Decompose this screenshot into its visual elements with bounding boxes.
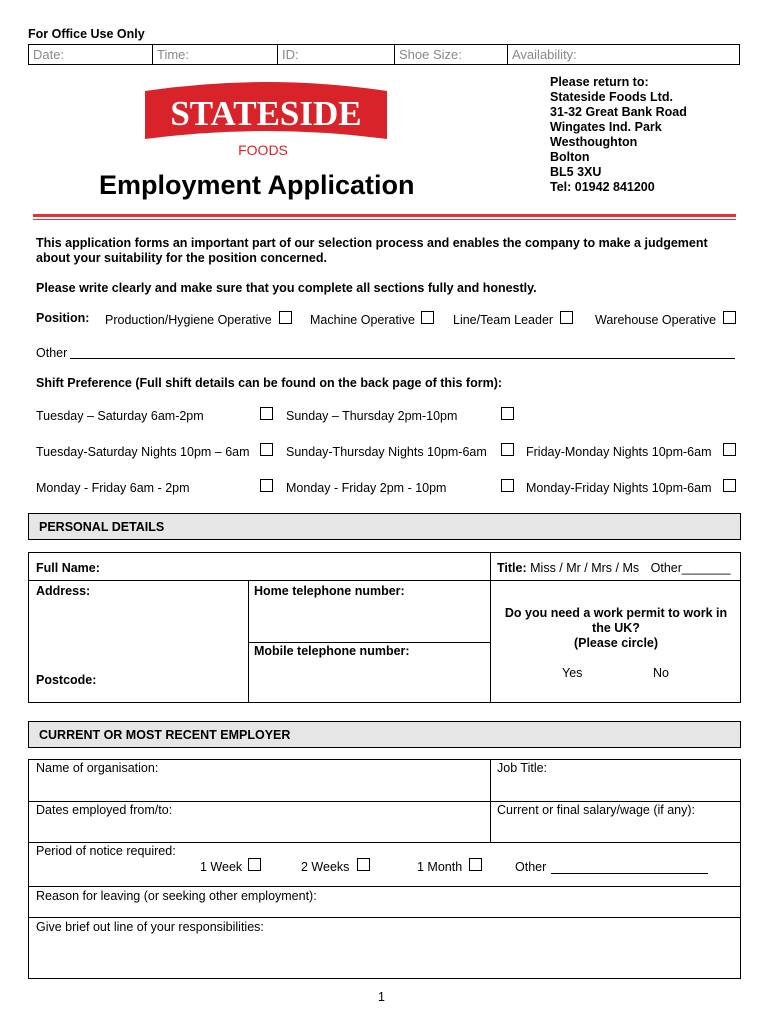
position-warehouse-checkbox[interactable] [723, 311, 736, 324]
office-shoe-size-field[interactable]: Shoe Size: [395, 45, 508, 64]
responsibilities-label: Give brief out line of your responsibilities: [36, 920, 264, 934]
work-permit-line: (Please circle) [573, 636, 659, 650]
notice-other-input[interactable] [551, 873, 708, 874]
logo-text: STATESIDE [170, 94, 362, 133]
postcode-label: Postcode: [36, 673, 97, 687]
table-divider [28, 917, 741, 918]
shift-checkbox[interactable] [260, 479, 273, 492]
mobile-telephone-label: Mobile telephone number: [254, 644, 410, 658]
table-divider [28, 801, 741, 802]
position-production-checkbox[interactable] [279, 311, 292, 324]
position-other-input[interactable] [70, 358, 735, 359]
address-line: BL5 3XU [550, 165, 602, 179]
address-line: Westhoughton [550, 135, 638, 149]
reason-for-leaving-label: Reason for leaving (or seeking other employment): [36, 889, 317, 903]
page-number: 1 [378, 990, 385, 1004]
shift-option-label: Monday - Friday 2pm - 10pm [286, 481, 447, 495]
job-title-label: Job Title: [497, 761, 548, 775]
shift-heading: Shift Preference (Full shift details can be found on the back page of this form): [36, 376, 503, 390]
address-line: Stateside Foods Ltd. [550, 90, 673, 104]
table-divider [248, 642, 490, 643]
address-line: Bolton [550, 150, 590, 164]
address-line: Tel: 01942 841200 [550, 180, 655, 194]
office-id-field[interactable]: ID: [278, 45, 395, 64]
address-label: Address: [36, 584, 91, 598]
notice-2-weeks-checkbox[interactable] [357, 858, 370, 871]
work-permit-question [491, 606, 741, 651]
page-title: Employment Application [99, 170, 415, 200]
shift-checkbox[interactable] [501, 479, 514, 492]
notice-other-label: Other [515, 860, 547, 874]
current-employer-header: CURRENT OR MOST RECENT EMPLOYER [28, 721, 741, 748]
table-divider [28, 886, 741, 887]
shift-option-label: Monday-Friday Nights 10pm-6am [526, 481, 712, 495]
logo-graphic [143, 79, 389, 159]
instructions-paragraph: Please write clearly and make sure that you complete all sections fully and honestly. [36, 281, 537, 295]
work-permit-line: the UK? [592, 621, 640, 635]
position-option-label: Warehouse Operative [595, 313, 717, 327]
position-label: Position: [36, 311, 90, 325]
shift-option-label: Sunday-Thursday Nights 10pm-6am [286, 445, 487, 459]
shift-checkbox[interactable] [501, 407, 514, 420]
notice-option-label: 2 Weeks [301, 860, 350, 874]
stateside-foods-logo [143, 79, 389, 159]
address-line: 31-32 Great Bank Road [550, 105, 687, 119]
position-option-label: Machine Operative [310, 313, 415, 327]
office-date-field[interactable]: Date: [29, 45, 153, 64]
title-options: Miss / Mr / Mrs / Ms [530, 561, 640, 575]
position-machine-checkbox[interactable] [421, 311, 434, 324]
shift-checkbox[interactable] [723, 479, 736, 492]
shift-option-label: Tuesday-Saturday Nights 10pm – 6am [36, 445, 250, 459]
address-line: Wingates Ind. Park [550, 120, 662, 134]
work-permit-yes[interactable]: Yes [562, 666, 583, 680]
shift-option-label: Monday - Friday 6am - 2pm [36, 481, 190, 495]
notice-1-week-checkbox[interactable] [248, 858, 261, 871]
position-leader-checkbox[interactable] [560, 311, 573, 324]
intro-paragraph: This application forms an important part of our selection process and enables the company to make a judgement about your suitability for the position concerned. [36, 236, 708, 265]
notice-option-label: 1 Week [200, 860, 243, 874]
office-use-label: For Office Use Only [28, 27, 145, 41]
personal-details-header: PERSONAL DETAILS [28, 513, 741, 540]
table-divider [28, 580, 741, 581]
home-telephone-label: Home telephone number: [254, 584, 405, 598]
shift-checkbox[interactable] [723, 443, 736, 456]
divider [33, 214, 736, 217]
address-line: Please return to: [550, 75, 649, 89]
employer-details-box [28, 759, 741, 979]
title-field[interactable] [497, 561, 731, 575]
shift-option-label: Sunday – Thursday 2pm-10pm [286, 409, 458, 423]
notice-option-label: 1 Month [417, 860, 463, 874]
divider [33, 219, 736, 220]
office-use-table [28, 44, 740, 65]
notice-1-month-checkbox[interactable] [469, 858, 482, 871]
table-divider [28, 842, 741, 843]
notice-period-label: Period of notice required: [36, 844, 176, 858]
title-other: Other_______ [650, 561, 731, 575]
title-label: Title: [497, 561, 527, 575]
return-address [550, 75, 687, 195]
logo-subtext: FOODS [238, 142, 288, 158]
shift-option-label: Tuesday – Saturday 6am-2pm [36, 409, 204, 423]
full-name-label: Full Name: [36, 561, 100, 575]
dates-employed-label: Dates employed from/to: [36, 803, 173, 817]
shift-checkbox[interactable] [260, 407, 273, 420]
shift-option-label: Friday-Monday Nights 10pm-6am [526, 445, 712, 459]
position-option-label: Production/Hygiene Operative [105, 313, 272, 327]
salary-label: Current or final salary/wage (if any): [497, 803, 695, 817]
shift-checkbox[interactable] [501, 443, 514, 456]
shift-checkbox[interactable] [260, 443, 273, 456]
organisation-name-label: Name of organisation: [36, 761, 159, 775]
position-option-label: Line/Team Leader [453, 313, 554, 327]
work-permit-line: Do you need a work permit to work in [504, 606, 728, 620]
position-other-label: Other [36, 346, 68, 360]
work-permit-no[interactable]: No [653, 666, 669, 680]
office-availability-field[interactable]: Availability: [512, 47, 577, 62]
office-time-field[interactable]: Time: [153, 45, 278, 64]
